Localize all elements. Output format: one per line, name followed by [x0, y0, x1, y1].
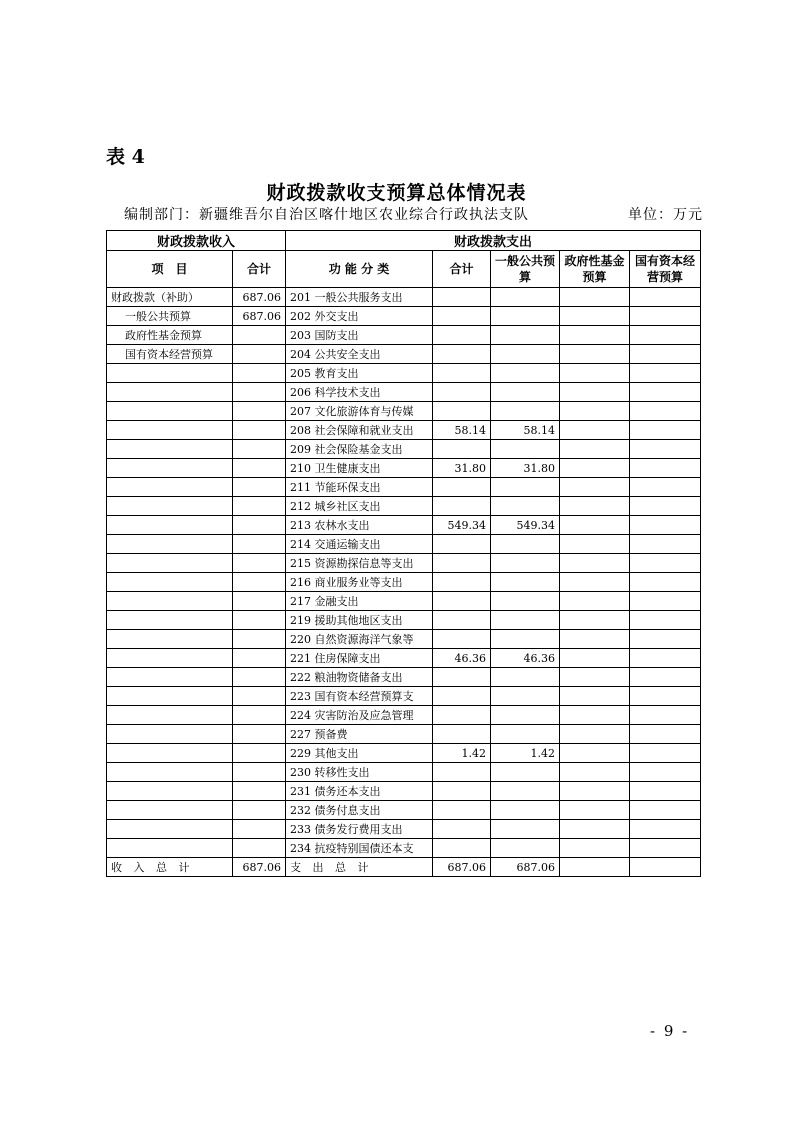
- item-total-cell: 687.06: [233, 307, 286, 326]
- item-cell: [107, 763, 233, 782]
- general-budget-cell: [491, 497, 560, 516]
- item-cell: [107, 668, 233, 687]
- function-cell: 219 援助其他地区支出: [286, 611, 433, 630]
- item-cell: 政府性基金预算: [107, 326, 233, 345]
- general-budget-cell: [491, 782, 560, 801]
- state-capital-cell: [630, 725, 701, 744]
- general-budget-cell: 46.36: [491, 649, 560, 668]
- expense-total-cell: [433, 687, 491, 706]
- general-budget-cell: [491, 440, 560, 459]
- function-cell: 206 科学技术支出: [286, 383, 433, 402]
- gov-fund-cell: [560, 535, 630, 554]
- general-budget-cell: [491, 345, 560, 364]
- income-total-header: 合计: [233, 251, 286, 288]
- gov-fund-cell: [560, 668, 630, 687]
- item-cell: [107, 725, 233, 744]
- gov-fund-cell: [560, 440, 630, 459]
- item-cell: [107, 459, 233, 478]
- state-capital-cell: [630, 402, 701, 421]
- expense-header: 财政拨款支出: [286, 231, 701, 251]
- state-capital-cell: [630, 782, 701, 801]
- table-row: [107, 440, 701, 459]
- general-budget-cell: [491, 763, 560, 782]
- gov-fund-cell: [560, 345, 630, 364]
- state-capital-cell: [630, 763, 701, 782]
- state-capital-cell: [630, 345, 701, 364]
- expense-total-cell: 46.36: [433, 649, 491, 668]
- gov-fund-cell: [560, 554, 630, 573]
- gov-fund-cell: [560, 744, 630, 763]
- general-budget-cell: [491, 706, 560, 725]
- state-capital-cell: [630, 820, 701, 839]
- item-total-cell: [233, 497, 286, 516]
- function-cell: 229 其他支出: [286, 744, 433, 763]
- table-row: [107, 307, 701, 326]
- general-budget-cell: [491, 687, 560, 706]
- expense-total-cell: [433, 364, 491, 383]
- table-row: [107, 288, 701, 307]
- item-cell: [107, 839, 233, 858]
- item-cell: 一般公共预算: [107, 307, 233, 326]
- expense-total-cell: 58.14: [433, 421, 491, 440]
- item-cell: [107, 592, 233, 611]
- item-cell: [107, 782, 233, 801]
- expense-total-cell: [433, 288, 491, 307]
- table-row: [107, 744, 701, 763]
- gov-fund-cell: [560, 478, 630, 497]
- item-total-cell: [233, 421, 286, 440]
- state-capital-cell: [630, 535, 701, 554]
- general-budget-cell: [491, 326, 560, 345]
- function-cell: 216 商业服务业等支出: [286, 573, 433, 592]
- state-capital-cell: [630, 649, 701, 668]
- function-cell: 223 国有资本经营预算支: [286, 687, 433, 706]
- gov-fund-cell: [560, 402, 630, 421]
- item-total-cell: [233, 516, 286, 535]
- state-capital-cell: [630, 801, 701, 820]
- general-budget-header: 一般公共预算: [491, 251, 560, 288]
- function-cell: 221 住房保障支出: [286, 649, 433, 668]
- table-row: [107, 725, 701, 744]
- table-row: [107, 611, 701, 630]
- expense-total-cell: [433, 763, 491, 782]
- general-budget-cell: [491, 478, 560, 497]
- item-total-cell: [233, 782, 286, 801]
- state-capital-cell: [630, 592, 701, 611]
- state-capital-cell: [630, 706, 701, 725]
- expense-total-label: 支 出 总 计: [286, 858, 433, 877]
- state-capital-cell: [630, 383, 701, 402]
- gov-fund-cell: [560, 307, 630, 326]
- function-cell: 212 城乡社区支出: [286, 497, 433, 516]
- item-cell: [107, 820, 233, 839]
- gov-fund-cell: [560, 839, 630, 858]
- item-total-cell: [233, 364, 286, 383]
- table-row: [107, 459, 701, 478]
- income-header: 财政拨款收入: [107, 231, 286, 251]
- general-budget-cell: [491, 535, 560, 554]
- item-total-cell: [233, 573, 286, 592]
- function-cell: 210 卫生健康支出: [286, 459, 433, 478]
- expense-total-cell: [433, 706, 491, 725]
- item-total-cell: [233, 706, 286, 725]
- function-cell: 233 债务发行费用支出: [286, 820, 433, 839]
- item-total-cell: [233, 440, 286, 459]
- expense-total-cell: [433, 820, 491, 839]
- function-cell: 209 社会保险基金支出: [286, 440, 433, 459]
- gov-fund-cell: [560, 573, 630, 592]
- state-capital-cell: [630, 573, 701, 592]
- function-cell: 217 金融支出: [286, 592, 433, 611]
- unit-line: 单位：万元: [628, 207, 703, 223]
- table-row: [107, 668, 701, 687]
- table-row: [107, 516, 701, 535]
- income-total-label: 收 入 总 计: [107, 858, 233, 877]
- expense-total-cell: [433, 592, 491, 611]
- general-budget-cell: 58.14: [491, 421, 560, 440]
- state-capital-cell: [630, 611, 701, 630]
- table-row: [107, 535, 701, 554]
- general-budget-cell: [491, 288, 560, 307]
- function-cell: 231 债务还本支出: [286, 782, 433, 801]
- gov-fund-total-value: [560, 858, 630, 877]
- table-row: [107, 326, 701, 345]
- function-cell: 203 国防支出: [286, 326, 433, 345]
- table-row: [107, 630, 701, 649]
- function-cell: 234 抗疫特别国债还本支: [286, 839, 433, 858]
- expense-total-cell: [433, 839, 491, 858]
- general-budget-cell: 31.80: [491, 459, 560, 478]
- table-row: [107, 649, 701, 668]
- item-total-cell: [233, 611, 286, 630]
- gov-fund-cell: [560, 592, 630, 611]
- item-cell: [107, 744, 233, 763]
- item-cell: [107, 630, 233, 649]
- item-header: 项 目: [107, 251, 233, 288]
- state-capital-cell: [630, 364, 701, 383]
- gov-fund-cell: [560, 288, 630, 307]
- function-cell: 205 教育支出: [286, 364, 433, 383]
- item-total-cell: [233, 744, 286, 763]
- general-budget-cell: [491, 383, 560, 402]
- table-row: [107, 687, 701, 706]
- table-row: [107, 592, 701, 611]
- general-total-value: 687.06: [491, 858, 560, 877]
- function-cell: 214 交通运输支出: [286, 535, 433, 554]
- state-capital-cell: [630, 307, 701, 326]
- expense-total-cell: [433, 573, 491, 592]
- expense-total-cell: [433, 478, 491, 497]
- expense-total-cell: [433, 630, 491, 649]
- general-budget-cell: 1.42: [491, 744, 560, 763]
- gov-fund-cell: [560, 364, 630, 383]
- state-capital-cell: [630, 440, 701, 459]
- gov-fund-cell: [560, 706, 630, 725]
- table-number: 表 4: [106, 146, 145, 168]
- item-total-cell: [233, 383, 286, 402]
- gov-fund-cell: [560, 763, 630, 782]
- state-capital-cell: [630, 459, 701, 478]
- general-budget-cell: [491, 554, 560, 573]
- gov-fund-cell: [560, 782, 630, 801]
- item-total-cell: [233, 820, 286, 839]
- general-budget-cell: 549.34: [491, 516, 560, 535]
- item-cell: [107, 402, 233, 421]
- table-row: [107, 478, 701, 497]
- item-cell: [107, 611, 233, 630]
- gov-fund-cell: [560, 383, 630, 402]
- item-cell: [107, 706, 233, 725]
- table-row: [107, 801, 701, 820]
- table-row: [107, 364, 701, 383]
- gov-fund-cell: [560, 649, 630, 668]
- expense-total-cell: [433, 554, 491, 573]
- item-cell: [107, 535, 233, 554]
- table-row: [107, 402, 701, 421]
- general-budget-cell: [491, 592, 560, 611]
- item-cell: [107, 440, 233, 459]
- item-cell: [107, 421, 233, 440]
- item-cell: [107, 478, 233, 497]
- gov-fund-cell: [560, 459, 630, 478]
- general-budget-cell: [491, 668, 560, 687]
- item-cell: [107, 364, 233, 383]
- table-row: [107, 345, 701, 364]
- function-cell: 202 外交支出: [286, 307, 433, 326]
- gov-fund-cell: [560, 820, 630, 839]
- function-cell: 220 自然资源海洋气象等: [286, 630, 433, 649]
- function-cell: 208 社会保障和就业支出: [286, 421, 433, 440]
- page-title: 财政拨款收支预算总体情况表: [266, 182, 527, 204]
- item-total-cell: [233, 592, 286, 611]
- item-total-cell: [233, 839, 286, 858]
- general-budget-cell: [491, 307, 560, 326]
- expense-total-cell: [433, 383, 491, 402]
- item-cell: [107, 554, 233, 573]
- item-total-cell: [233, 763, 286, 782]
- item-total-cell: [233, 649, 286, 668]
- gov-fund-cell: [560, 801, 630, 820]
- expense-total-cell: [433, 402, 491, 421]
- general-budget-cell: [491, 611, 560, 630]
- item-total-cell: 687.06: [233, 288, 286, 307]
- item-total-cell: [233, 668, 286, 687]
- state-capital-cell: [630, 687, 701, 706]
- table-row: [107, 383, 701, 402]
- expense-total-header: 合计: [433, 251, 491, 288]
- item-total-cell: [233, 535, 286, 554]
- function-cell: 230 转移性支出: [286, 763, 433, 782]
- state-capital-cell: [630, 744, 701, 763]
- state-capital-header: 国有资本经营预算: [630, 251, 701, 288]
- expense-total-value: 687.06: [433, 858, 491, 877]
- gov-fund-cell: [560, 326, 630, 345]
- function-cell: 222 粮油物资储备支出: [286, 668, 433, 687]
- income-total-value: 687.06: [233, 858, 286, 877]
- table-row: [107, 497, 701, 516]
- gov-fund-cell: [560, 497, 630, 516]
- expense-total-cell: 1.42: [433, 744, 491, 763]
- gov-fund-cell: [560, 630, 630, 649]
- total-row: [107, 858, 701, 877]
- gov-fund-cell: [560, 611, 630, 630]
- state-capital-cell: [630, 516, 701, 535]
- general-budget-cell: [491, 573, 560, 592]
- table-row: [107, 706, 701, 725]
- function-cell: 232 债务付息支出: [286, 801, 433, 820]
- item-total-cell: [233, 801, 286, 820]
- state-capital-cell: [630, 497, 701, 516]
- table-row: [107, 573, 701, 592]
- expense-total-cell: [433, 535, 491, 554]
- item-total-cell: [233, 725, 286, 744]
- page-number: - 9 -: [650, 1022, 690, 1040]
- header-row-group: [107, 231, 701, 251]
- function-cell: 204 公共安全支出: [286, 345, 433, 364]
- general-budget-cell: [491, 839, 560, 858]
- gov-fund-cell: [560, 421, 630, 440]
- expense-total-cell: [433, 440, 491, 459]
- function-cell: 207 文化旅游体育与传媒: [286, 402, 433, 421]
- table-row: [107, 421, 701, 440]
- item-total-cell: [233, 554, 286, 573]
- item-cell: 财政拨款（补助）: [107, 288, 233, 307]
- table-row: [107, 554, 701, 573]
- general-budget-cell: [491, 402, 560, 421]
- function-cell: 201 一般公共服务支出: [286, 288, 433, 307]
- function-header: 功 能 分 类: [286, 251, 433, 288]
- table-row: [107, 820, 701, 839]
- general-budget-cell: [491, 801, 560, 820]
- state-capital-cell: [630, 288, 701, 307]
- expense-total-cell: [433, 497, 491, 516]
- general-budget-cell: [491, 725, 560, 744]
- function-cell: 213 农林水支出: [286, 516, 433, 535]
- state-capital-cell: [630, 839, 701, 858]
- state-capital-cell: [630, 326, 701, 345]
- function-cell: 215 资源勘探信息等支出: [286, 554, 433, 573]
- item-total-cell: [233, 459, 286, 478]
- item-total-cell: [233, 687, 286, 706]
- item-cell: [107, 497, 233, 516]
- general-budget-cell: [491, 630, 560, 649]
- item-total-cell: [233, 345, 286, 364]
- state-capital-total-value: [630, 858, 701, 877]
- budget-table: [106, 230, 701, 877]
- item-cell: [107, 516, 233, 535]
- expense-total-cell: [433, 611, 491, 630]
- general-budget-cell: [491, 820, 560, 839]
- state-capital-cell: [630, 668, 701, 687]
- item-total-cell: [233, 630, 286, 649]
- state-capital-cell: [630, 421, 701, 440]
- gov-fund-header: 政府性基金预算: [560, 251, 630, 288]
- state-capital-cell: [630, 554, 701, 573]
- function-cell: 224 灾害防治及应急管理: [286, 706, 433, 725]
- item-cell: [107, 649, 233, 668]
- header-row-columns: [107, 251, 701, 288]
- item-cell: [107, 801, 233, 820]
- table-row: [107, 782, 701, 801]
- gov-fund-cell: [560, 516, 630, 535]
- table-row: [107, 839, 701, 858]
- state-capital-cell: [630, 630, 701, 649]
- item-total-cell: [233, 478, 286, 497]
- expense-total-cell: [433, 725, 491, 744]
- expense-total-cell: [433, 782, 491, 801]
- general-budget-cell: [491, 364, 560, 383]
- item-cell: [107, 573, 233, 592]
- item-cell: 国有资本经营预算: [107, 345, 233, 364]
- expense-total-cell: [433, 307, 491, 326]
- department-line: 编制部门：新疆维吾尔自治区喀什地区农业综合行政执法支队: [124, 207, 529, 223]
- expense-total-cell: [433, 668, 491, 687]
- table-row: [107, 763, 701, 782]
- state-capital-cell: [630, 478, 701, 497]
- item-cell: [107, 687, 233, 706]
- expense-total-cell: 31.80: [433, 459, 491, 478]
- expense-total-cell: 549.34: [433, 516, 491, 535]
- expense-total-cell: [433, 801, 491, 820]
- expense-total-cell: [433, 326, 491, 345]
- expense-total-cell: [433, 345, 491, 364]
- function-cell: 211 节能环保支出: [286, 478, 433, 497]
- item-total-cell: [233, 326, 286, 345]
- item-cell: [107, 383, 233, 402]
- gov-fund-cell: [560, 687, 630, 706]
- gov-fund-cell: [560, 725, 630, 744]
- function-cell: 227 预备费: [286, 725, 433, 744]
- item-total-cell: [233, 402, 286, 421]
